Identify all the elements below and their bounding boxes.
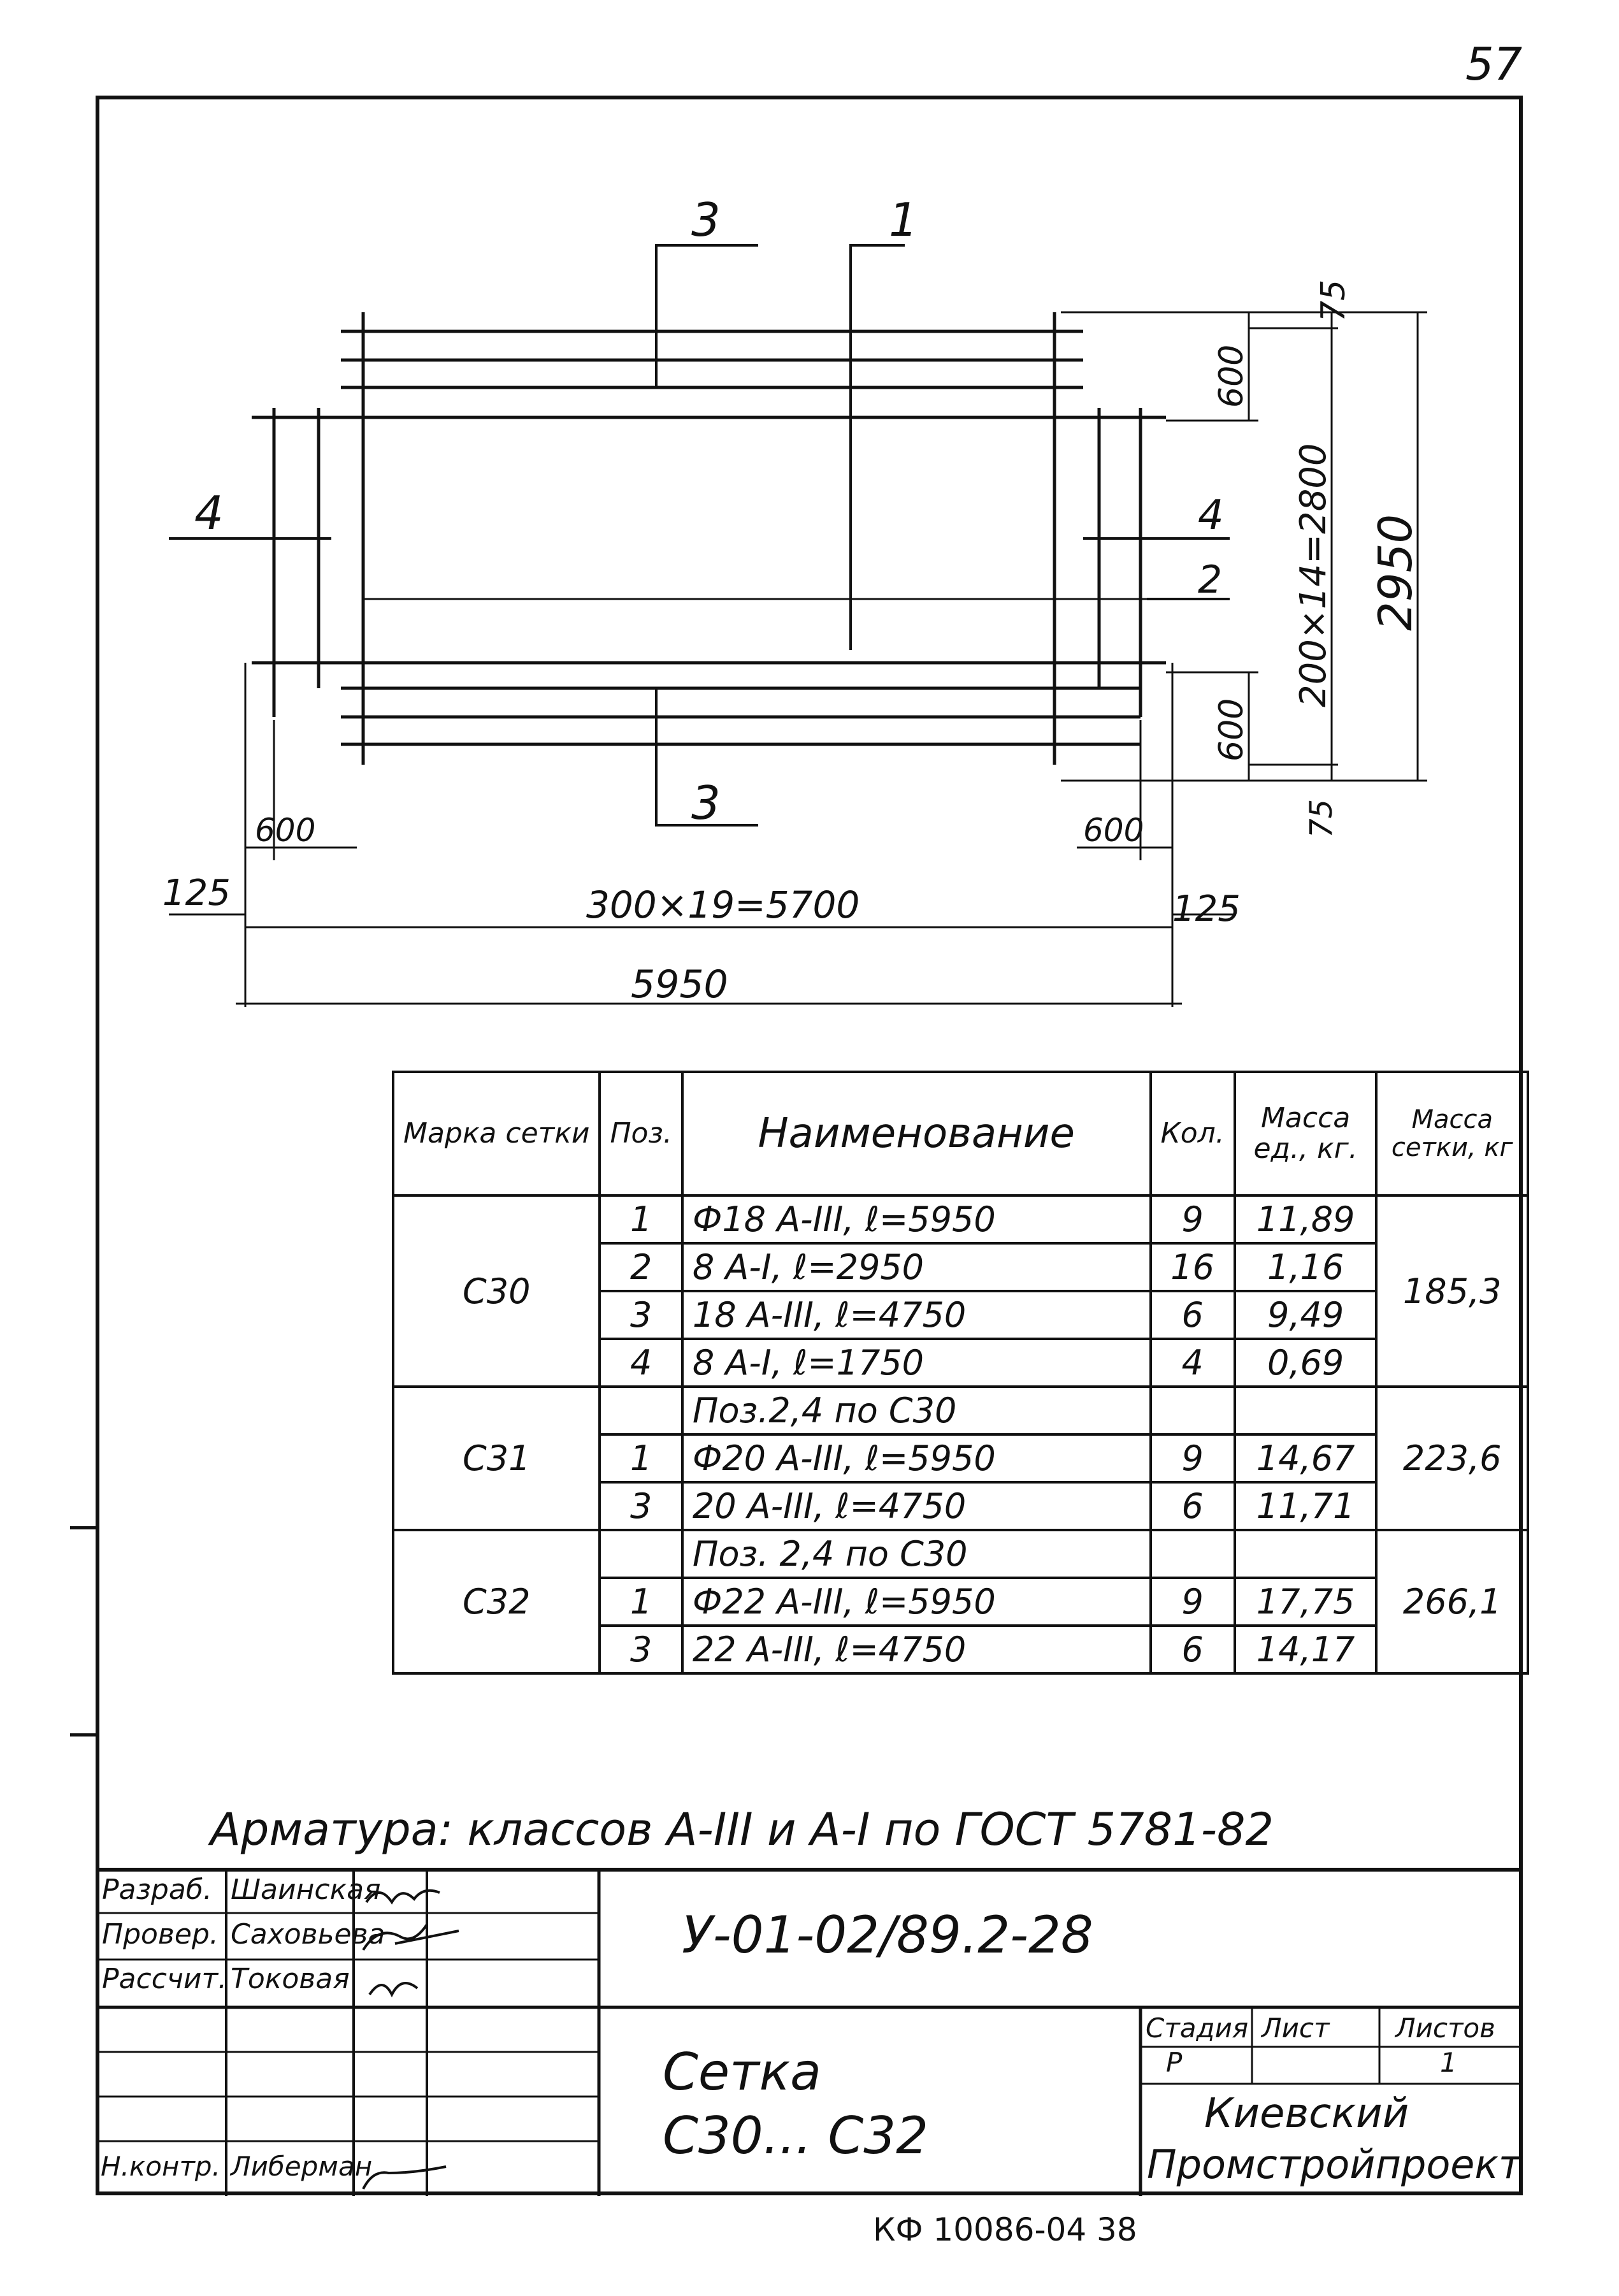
sheets-header: Листов <box>1395 2012 1495 2044</box>
dim-top-75: 75 <box>1314 279 1353 322</box>
pos-label-4-right: 4 <box>1198 492 1224 539</box>
pos-cell: 2 <box>600 1243 682 1291</box>
pos-cell: 1 <box>600 1195 682 1243</box>
qty-cell: 6 <box>1151 1291 1235 1339</box>
qty-cell: 9 <box>1151 1195 1235 1243</box>
unit-mass-cell: 17,75 <box>1235 1578 1377 1626</box>
document-code: У-01-02/89.2-28 <box>682 1905 1093 1965</box>
stage-value: Р <box>1166 2047 1183 2078</box>
name-checker: Саховьева <box>231 1918 385 1951</box>
header-qty: Кол. <box>1151 1072 1235 1195</box>
qty-cell: 16 <box>1151 1243 1235 1291</box>
mesh-drawing <box>0 0 1619 1071</box>
dim-right-600: 600 <box>1083 812 1144 849</box>
pos-label-1: 1 <box>889 193 918 247</box>
margin-tick <box>70 1733 99 1736</box>
role-checker: Провер. <box>102 1918 219 1951</box>
corner-sheet-number: 57 <box>1465 38 1523 90</box>
qty-cell: 6 <box>1151 1482 1235 1530</box>
pos-cell: 3 <box>600 1626 682 1673</box>
name-cell: Поз. 2,4 по С30 <box>682 1530 1151 1578</box>
mark-cell: С32 <box>393 1530 600 1673</box>
pos-cell: 3 <box>600 1291 682 1339</box>
header-mesh-mass: Масса сетки, кг <box>1376 1072 1528 1195</box>
qty-cell: 9 <box>1151 1578 1235 1626</box>
header-name: Наименование <box>682 1072 1151 1195</box>
name-cell: Поз.2,4 по С30 <box>682 1387 1151 1434</box>
pos-cell: 3 <box>600 1482 682 1530</box>
mark-cell: С30 <box>393 1195 600 1387</box>
unit-mass-cell: 0,69 <box>1235 1339 1377 1387</box>
org-line-2: Промстройпроект <box>1147 2141 1522 2188</box>
unit-mass-cell: 9,49 <box>1235 1291 1377 1339</box>
name-calculator: Токовая <box>231 1963 350 1995</box>
pos-label-4-left: 4 <box>194 486 224 540</box>
header-unit-mass: Масса ед., кг. <box>1235 1072 1377 1195</box>
unit-mass-cell: 14,17 <box>1235 1626 1377 1673</box>
mesh-mass-cell: 185,3 <box>1376 1195 1528 1387</box>
pos-label-2: 2 <box>1198 558 1223 602</box>
name-cell: 8 A-I, ℓ=1750 <box>682 1339 1151 1387</box>
name-developer: Шаинская <box>231 1874 381 1906</box>
unit-mass-cell: 11,71 <box>1235 1482 1377 1530</box>
name-cell: 18 A-III, ℓ=4750 <box>682 1291 1151 1339</box>
name-cell: Ф22 A-III, ℓ=5950 <box>682 1578 1151 1626</box>
table-row <box>393 1530 1528 1578</box>
pos-cell <box>600 1530 682 1578</box>
table-row <box>393 1195 1528 1243</box>
dim-bottom-600: 600 <box>1212 698 1251 762</box>
dim-left-600: 600 <box>255 812 316 849</box>
dim-span-x: 300×19=5700 <box>586 883 860 927</box>
dim-overall-height: 2950 <box>1369 514 1422 631</box>
title-line-2: С30... С32 <box>663 2106 929 2165</box>
pos-cell: 1 <box>600 1578 682 1626</box>
sheet-header: Лист <box>1262 2012 1330 2044</box>
qty-cell: 4 <box>1151 1339 1235 1387</box>
role-calculator: Рассчит. <box>102 1963 227 1995</box>
header-mark: Марка сетки <box>393 1072 600 1195</box>
qty-cell <box>1151 1387 1235 1434</box>
name-cell: 22 A-III, ℓ=4750 <box>682 1626 1151 1673</box>
name-cell: Ф18 A-III, ℓ=5950 <box>682 1195 1151 1243</box>
qty-cell: 6 <box>1151 1626 1235 1673</box>
mesh-mass-cell: 223,6 <box>1376 1387 1528 1530</box>
dim-top-600: 600 <box>1212 344 1251 408</box>
pos-label-3-top: 3 <box>691 193 721 247</box>
unit-mass-cell: 14,67 <box>1235 1434 1377 1482</box>
dim-overall-width: 5950 <box>631 962 728 1007</box>
qty-cell: 9 <box>1151 1434 1235 1482</box>
name-cell: Ф20 A-III, ℓ=5950 <box>682 1434 1151 1482</box>
title-block <box>96 1867 1523 2196</box>
name-cell: 20 A-III, ℓ=4750 <box>682 1482 1151 1530</box>
pos-cell: 4 <box>600 1339 682 1387</box>
dim-mid-span: 200×14=2800 <box>1293 443 1334 707</box>
margin-tick <box>70 1526 99 1529</box>
role-developer: Разраб. <box>102 1874 212 1906</box>
name-norm-control: Либерман <box>231 2151 373 2182</box>
unit-mass-cell <box>1235 1387 1377 1434</box>
pos-cell <box>600 1387 682 1434</box>
reinforcement-note: Арматура: классов A-III и A-I по ГОСТ 5781-82 <box>210 1803 1274 1856</box>
footer-code: КФ 10086-04 38 <box>873 2211 1137 2248</box>
table-row <box>393 1387 1528 1434</box>
unit-mass-cell <box>1235 1530 1377 1578</box>
dim-left-125: 125 <box>162 872 231 914</box>
header-pos: Поз. <box>600 1072 682 1195</box>
dim-right-125: 125 <box>1172 888 1241 930</box>
unit-mass-cell: 1,16 <box>1235 1243 1377 1291</box>
mesh-mass-cell: 266,1 <box>1376 1530 1528 1673</box>
mark-cell: С31 <box>393 1387 600 1530</box>
pos-cell: 1 <box>600 1434 682 1482</box>
name-cell: 8 A-I, ℓ=2950 <box>682 1243 1151 1291</box>
pos-label-3-bottom: 3 <box>691 776 721 830</box>
org-line-1: Киевский <box>1204 2090 1409 2137</box>
role-norm-control: Н.контр. <box>101 2151 220 2182</box>
title-line-1: Сетка <box>663 2042 822 2102</box>
dim-bottom-75: 75 <box>1304 798 1339 838</box>
sheets-value: 1 <box>1440 2047 1457 2078</box>
stage-header: Стадия <box>1146 2012 1249 2044</box>
unit-mass-cell: 11,89 <box>1235 1195 1377 1243</box>
qty-cell <box>1151 1530 1235 1578</box>
specification-table <box>392 1071 1529 1675</box>
